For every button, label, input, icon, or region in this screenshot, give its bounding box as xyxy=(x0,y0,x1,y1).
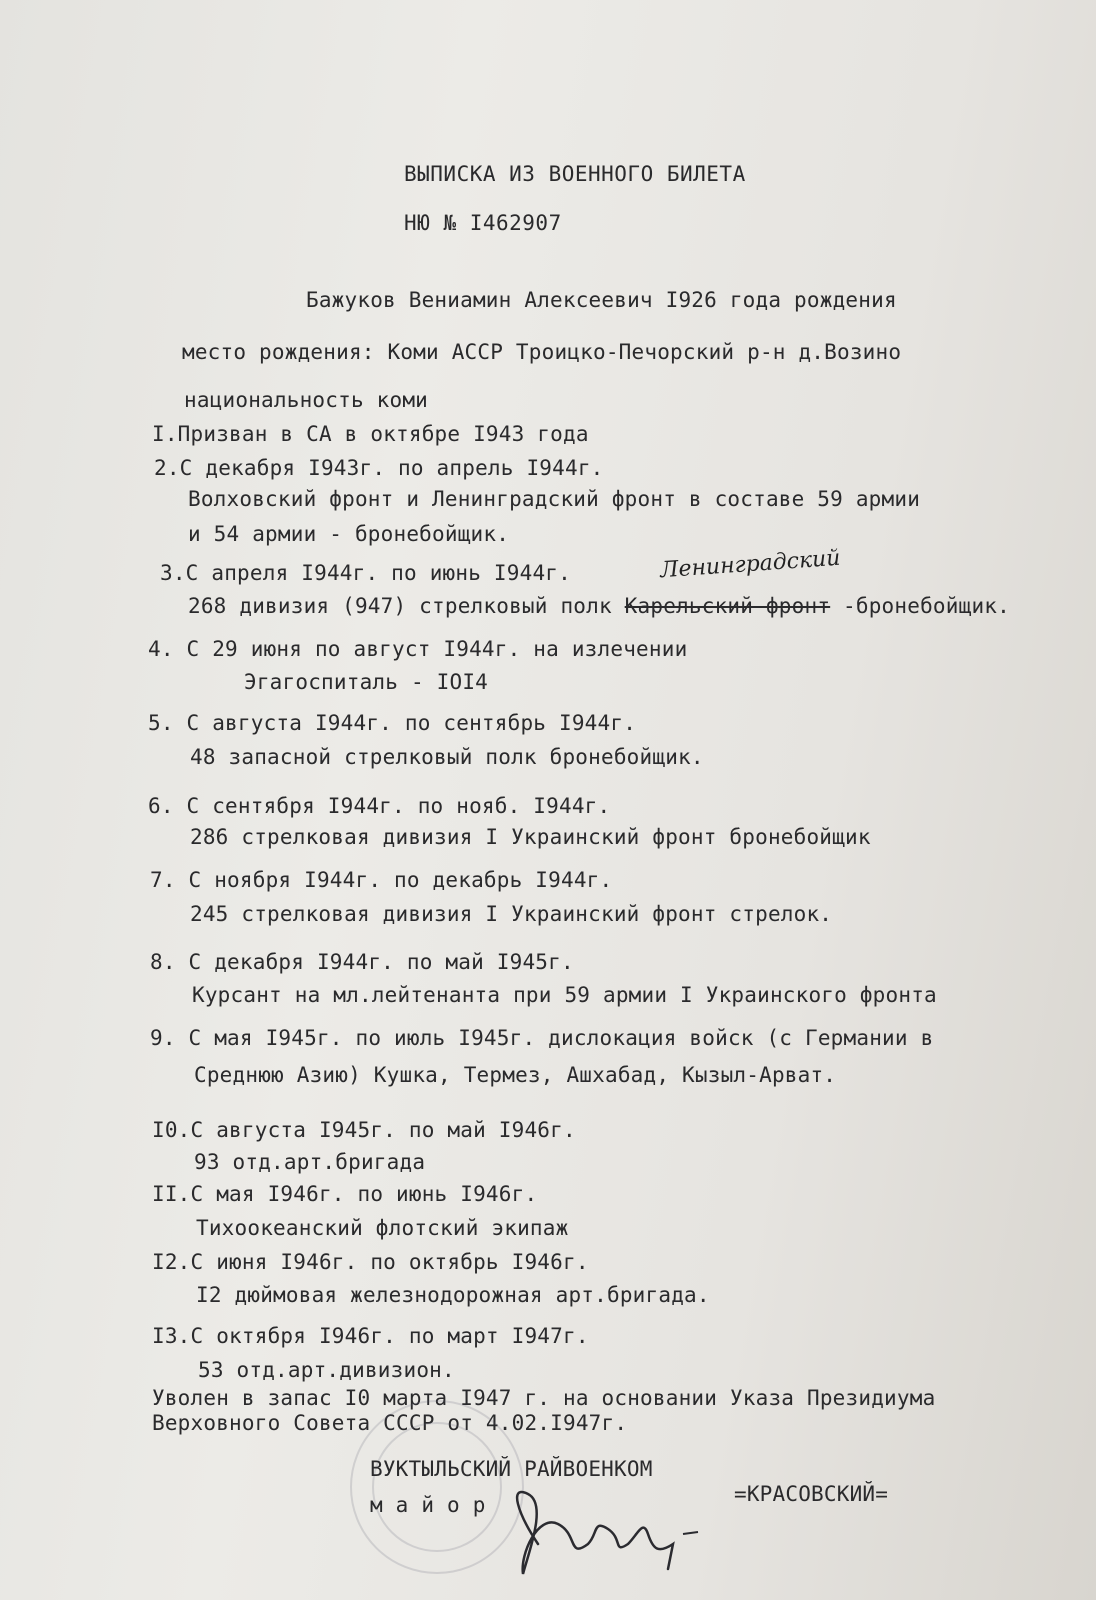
service-item-4-period: 4. С 29 июня по август I944г. на излечении xyxy=(148,637,688,661)
birthplace: место рождения: Коми АССР Троицко-Печорский р-н д.Возино xyxy=(182,340,902,364)
signer-office: ВУКТЫЛЬСКИЙ РАЙВОЕНКОМ xyxy=(370,1457,653,1481)
service-item-6-period: 6. С сентября I944г. по нояб. I944г. xyxy=(148,794,611,818)
signer-rank: м а й о р xyxy=(370,1493,486,1517)
service-item-11-period: II.С мая I946г. по июнь I946г. xyxy=(152,1182,538,1206)
service-item-8-period: 8. С декабря I944г. по май I945г. xyxy=(150,950,574,974)
signer-name: =КРАСОВСКИЙ= xyxy=(734,1482,889,1506)
service-item-11-unit: Тихоокеанский флотский экипаж xyxy=(196,1216,569,1240)
service-item-3-period: 3.С апреля I944г. по июнь I944г. xyxy=(160,561,571,585)
service-item-3-unit: 268 дивизия (947) стрелковый полк Карельский фронт -бронебойщик. xyxy=(188,594,1010,618)
handwritten-correction: Ленинградский xyxy=(659,545,842,584)
service-item-6-unit: 286 стрелковая дивизия I Украинский фронт бронебойщик xyxy=(190,825,871,849)
service-item-13-period: I3.С октября I946г. по март I947г. xyxy=(152,1324,589,1348)
service-item-13-unit: 53 отд.арт.дивизион. xyxy=(198,1358,455,1382)
service-item-10-unit: 93 отд.арт.бригада xyxy=(194,1150,426,1174)
struck-text: Карельский фронт xyxy=(624,594,831,618)
service-item-2-period: 2.С декабря I943г. по апрель I944г. xyxy=(154,456,604,480)
service-item-10-period: I0.С августа I945г. по май I946г. xyxy=(152,1118,576,1142)
service-item-9-period: 9. С мая I945г. по июль I945г. дислокация войск (с Германии в xyxy=(150,1026,934,1050)
service-item-2-unit: Волховский фронт и Ленинградский фронт в составе 59 армии xyxy=(188,487,921,511)
discharge-line-2: Верховного Совета СССР от 4.02.I947г. xyxy=(152,1411,628,1435)
service-item-7-period: 7. С ноября I944г. по декабрь I944г. xyxy=(150,868,613,892)
service-item-2-role: и 54 армии - бронебойщик. xyxy=(188,522,510,546)
person-name: Бажуков Вениамин Алексеевич I926 года рождения xyxy=(306,288,897,312)
service-item-5-period: 5. С августа I944г. по сентябрь I944г. xyxy=(148,711,637,735)
service-item-1: I.Призван в СА в октябре I943 года xyxy=(152,422,589,446)
service-item-4-unit: Эгагоспиталь - IOI4 xyxy=(244,670,489,694)
service-item-5-unit: 48 запасной стрелковый полк бронебойщик. xyxy=(190,745,704,769)
signature-icon xyxy=(498,1474,718,1584)
service-item-12-unit: I2 дюймовая железнодорожная арт.бригада. xyxy=(196,1283,710,1307)
service-item-12-period: I2.С июня I946г. по октябрь I946г. xyxy=(152,1250,589,1274)
service-item-9-route: Среднюю Азию) Кушка, Термез, Ашхабад, Кызыл-Арват. xyxy=(194,1063,837,1087)
ticket-number: НЮ № I462907 xyxy=(404,211,562,235)
service-item-7-unit: 245 стрелковая дивизия I Украинский фронт стрелок. xyxy=(190,902,833,926)
service-item-8-unit: Курсант на мл.лейтенанта при 59 армии I Украинского фронта xyxy=(192,983,937,1007)
document-title: ВЫПИСКА ИЗ ВОЕННОГО БИЛЕТА xyxy=(404,162,746,186)
official-stamp-inner-ring xyxy=(372,1422,502,1552)
discharge-line-1: Уволен в запас I0 марта I947 г. на основании Указа Президиума xyxy=(152,1386,936,1410)
nationality: национальность коми xyxy=(184,388,429,412)
